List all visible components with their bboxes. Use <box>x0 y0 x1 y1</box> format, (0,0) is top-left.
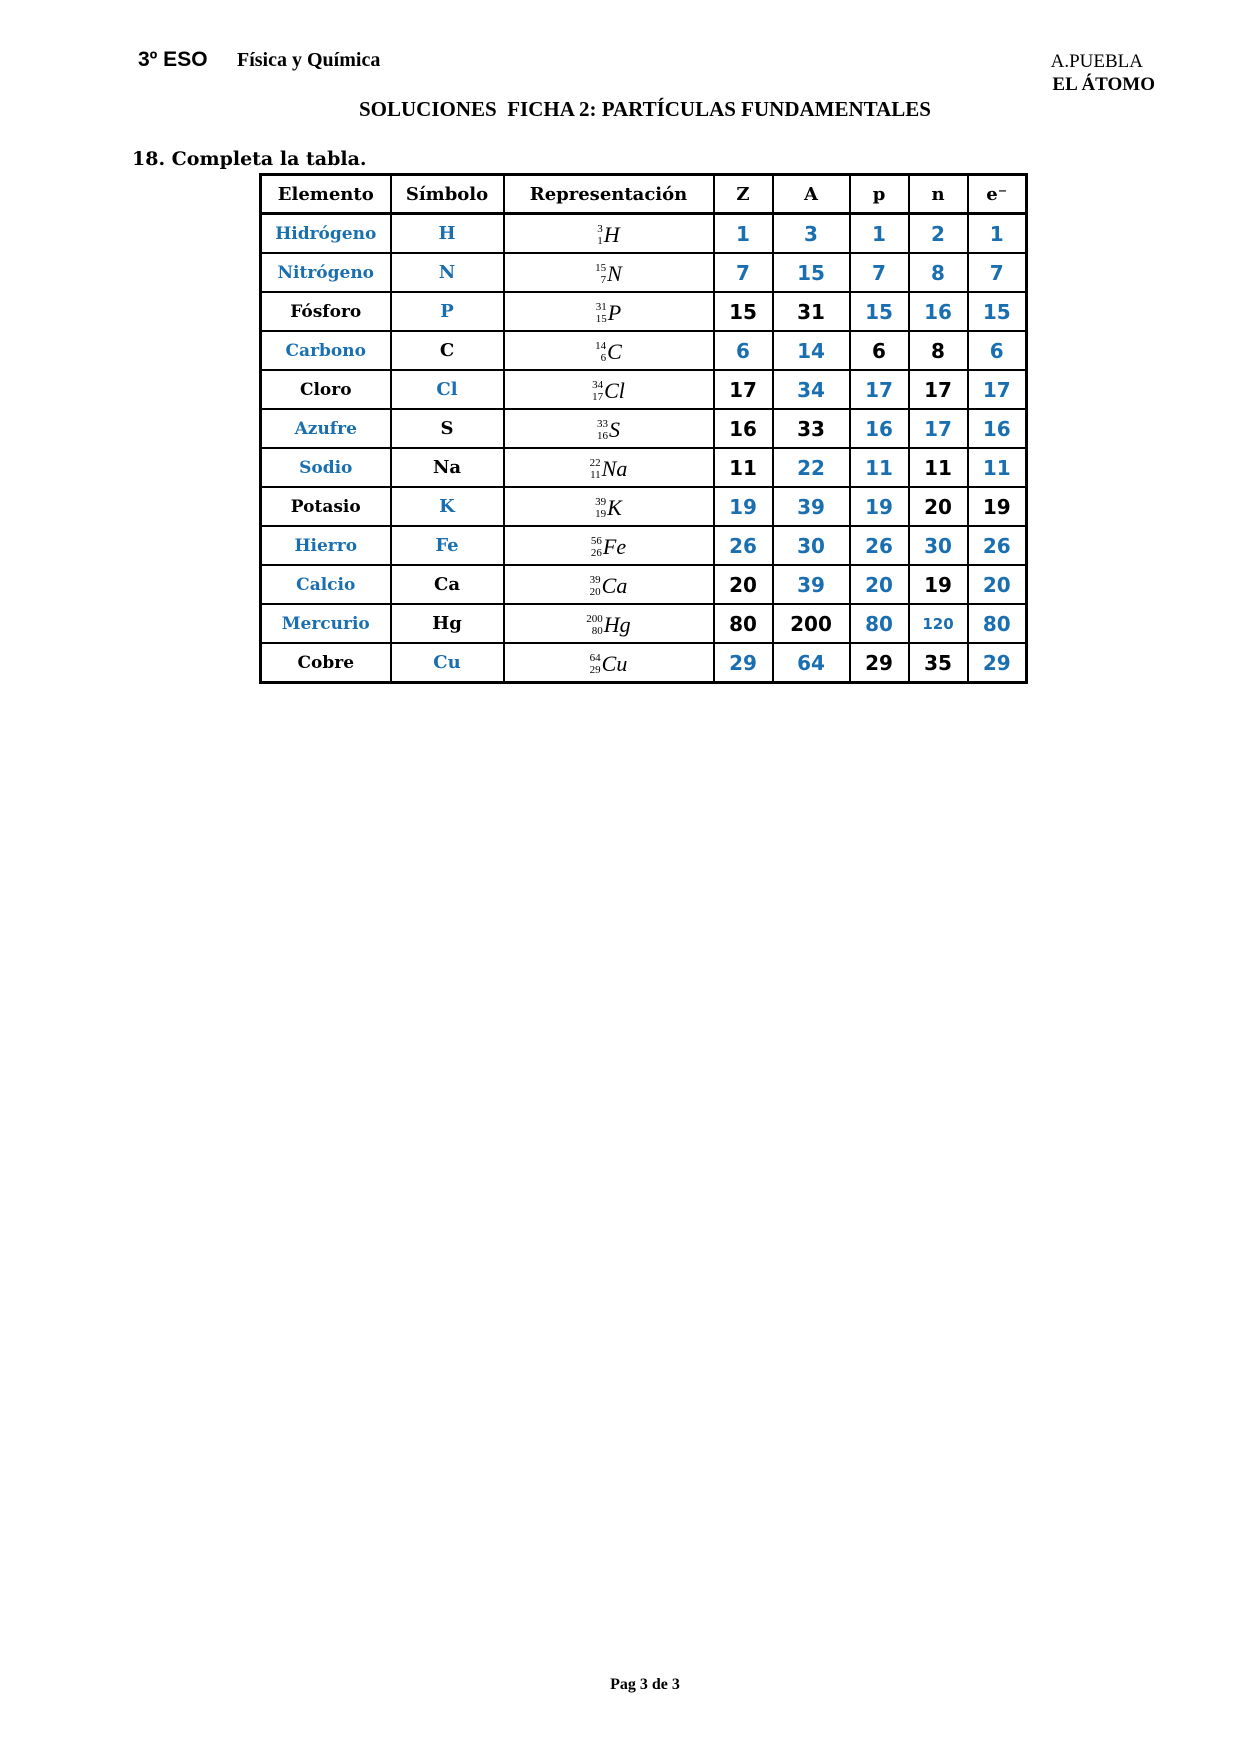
a-value: 39 <box>773 565 850 604</box>
atomic-number: 26 <box>590 547 602 559</box>
element-name: Cloro <box>261 370 391 409</box>
element-symbol: Fe <box>391 526 504 565</box>
subject-label: Física y Química <box>237 49 381 71</box>
neutrons-value: 20 <box>909 487 968 526</box>
neutrons-value: 11 <box>909 448 968 487</box>
isotope-notation <box>504 370 714 409</box>
element-name: Sodio <box>261 448 391 487</box>
atomic-number: 6 <box>600 352 607 364</box>
mass-number: 3 <box>597 223 603 235</box>
z-value: 1 <box>714 214 773 254</box>
z-value: 80 <box>714 604 773 643</box>
neutrons-value: 35 <box>909 643 968 683</box>
isotope-symbol: Cu <box>601 651 628 676</box>
z-value: 6 <box>714 331 773 370</box>
element-symbol: Ca <box>391 565 504 604</box>
element-symbol: C <box>391 331 504 370</box>
electrons-value: 26 <box>968 526 1027 565</box>
header-p: p <box>850 175 909 214</box>
table-row <box>261 370 1027 409</box>
page-title: SOLUCIONES FICHA 2: PARTÍCULAS FUNDAMENTALES <box>359 97 931 121</box>
isotope-notation <box>504 643 714 683</box>
table-row <box>261 487 1027 526</box>
isotope-notation <box>504 292 714 331</box>
electrons-value: 11 <box>968 448 1027 487</box>
atomic-number: 20 <box>589 586 601 598</box>
header-elemento: Elemento <box>261 175 391 214</box>
header-z: Z <box>714 175 773 214</box>
z-value: 29 <box>714 643 773 683</box>
author-label: A.PUEBLA <box>1050 51 1143 72</box>
element-symbol: S <box>391 409 504 448</box>
isotope-notation <box>504 526 714 565</box>
element-name: Calcio <box>261 565 391 604</box>
protons-value: 11 <box>850 448 909 487</box>
protons-value: 16 <box>850 409 909 448</box>
a-value: 22 <box>773 448 850 487</box>
mass-number: 14 <box>595 340 607 352</box>
mass-number: 64 <box>589 652 601 664</box>
electrons-value: 17 <box>968 370 1027 409</box>
a-value: 15 <box>773 253 850 292</box>
element-symbol: N <box>391 253 504 292</box>
protons-value: 7 <box>850 253 909 292</box>
z-value: 26 <box>714 526 773 565</box>
a-value: 34 <box>773 370 850 409</box>
mass-number: 56 <box>590 535 602 547</box>
table-header-row <box>261 175 1027 214</box>
isotope-notation <box>504 604 714 643</box>
element-name: Nitrógeno <box>261 253 391 292</box>
neutrons-value: 2 <box>909 214 968 254</box>
z-value: 15 <box>714 292 773 331</box>
mass-number: 15 <box>595 262 607 274</box>
protons-value: 29 <box>850 643 909 683</box>
isotope-symbol: H <box>603 222 620 247</box>
mass-number: 34 <box>592 379 604 391</box>
electrons-value: 6 <box>968 331 1027 370</box>
electrons-value: 7 <box>968 253 1027 292</box>
neutrons-value: 17 <box>909 370 968 409</box>
a-value: 33 <box>773 409 850 448</box>
element-symbol: Cl <box>391 370 504 409</box>
isotope-symbol: K <box>607 495 622 520</box>
neutrons-value: 8 <box>909 253 968 292</box>
particles-table <box>259 173 1028 684</box>
neutrons-value: 16 <box>909 292 968 331</box>
element-name: Mercurio <box>261 604 391 643</box>
table-row <box>261 604 1027 643</box>
mass-number: 39 <box>589 574 601 586</box>
atomic-number: 19 <box>595 508 607 520</box>
neutrons-value: 17 <box>909 409 968 448</box>
electrons-value: 20 <box>968 565 1027 604</box>
atomic-number: 1 <box>597 235 603 247</box>
header-a: A <box>773 175 850 214</box>
header-e: e⁻ <box>968 175 1027 214</box>
mass-number: 22 <box>589 457 601 469</box>
a-value: 64 <box>773 643 850 683</box>
page-number: Pag 3 de 3 <box>610 1676 680 1693</box>
topic-label: EL ÁTOMO <box>1052 74 1155 95</box>
z-value: 7 <box>714 253 773 292</box>
protons-value: 19 <box>850 487 909 526</box>
mass-number: 200 <box>586 613 603 625</box>
isotope-symbol: Fe <box>602 534 627 559</box>
protons-value: 80 <box>850 604 909 643</box>
atomic-number: 7 <box>600 274 607 286</box>
isotope-symbol: S <box>609 417 620 442</box>
protons-value: 6 <box>850 331 909 370</box>
element-name: Cobre <box>261 643 391 683</box>
a-value: 14 <box>773 331 850 370</box>
element-name: Azufre <box>261 409 391 448</box>
mass-number: 33 <box>597 418 608 430</box>
neutrons-value: 120 <box>909 604 968 643</box>
protons-value: 1 <box>850 214 909 254</box>
table-row <box>261 253 1027 292</box>
isotope-notation <box>504 214 714 254</box>
isotope-symbol: C <box>607 339 622 364</box>
atomic-number: 15 <box>595 313 607 325</box>
atomic-number: 29 <box>589 664 601 676</box>
header-n: n <box>909 175 968 214</box>
electrons-value: 80 <box>968 604 1027 643</box>
z-value: 17 <box>714 370 773 409</box>
element-symbol: Hg <box>391 604 504 643</box>
mass-number: 31 <box>595 301 607 313</box>
table-row <box>261 643 1027 683</box>
isotope-notation <box>504 253 714 292</box>
isotope-notation <box>504 448 714 487</box>
table-row <box>261 409 1027 448</box>
isotope-notation <box>504 487 714 526</box>
electrons-value: 1 <box>968 214 1027 254</box>
table-row <box>261 292 1027 331</box>
table-row <box>261 331 1027 370</box>
a-value: 39 <box>773 487 850 526</box>
a-value: 3 <box>773 214 850 254</box>
protons-value: 15 <box>850 292 909 331</box>
isotope-symbol: N <box>607 261 622 286</box>
isotope-symbol: Ca <box>601 573 628 598</box>
electrons-value: 16 <box>968 409 1027 448</box>
a-value: 31 <box>773 292 850 331</box>
isotope-symbol: Hg <box>603 612 631 637</box>
header-representacion: Representación <box>504 175 714 214</box>
element-name: Carbono <box>261 331 391 370</box>
isotope-notation <box>504 331 714 370</box>
protons-value: 26 <box>850 526 909 565</box>
course-label: 3º ESO <box>138 48 208 71</box>
electrons-value: 15 <box>968 292 1027 331</box>
isotope-symbol: P <box>607 300 622 325</box>
question-text: 18. Completa la tabla. <box>132 148 367 170</box>
table-row <box>261 526 1027 565</box>
atomic-number: 16 <box>597 430 608 442</box>
atomic-number: 80 <box>591 625 603 637</box>
isotope-notation <box>504 409 714 448</box>
element-symbol: P <box>391 292 504 331</box>
protons-value: 17 <box>850 370 909 409</box>
element-name: Fósforo <box>261 292 391 331</box>
atomic-number: 11 <box>590 469 601 481</box>
neutrons-value: 8 <box>909 331 968 370</box>
electrons-value: 29 <box>968 643 1027 683</box>
protons-value: 20 <box>850 565 909 604</box>
element-symbol: Na <box>391 448 504 487</box>
element-symbol: Cu <box>391 643 504 683</box>
z-value: 11 <box>714 448 773 487</box>
isotope-symbol: Na <box>601 456 628 481</box>
element-symbol: K <box>391 487 504 526</box>
neutrons-value: 30 <box>909 526 968 565</box>
header-simbolo: Símbolo <box>391 175 504 214</box>
element-symbol: H <box>391 214 504 254</box>
mass-number: 39 <box>595 496 607 508</box>
table-row <box>261 448 1027 487</box>
z-value: 19 <box>714 487 773 526</box>
isotope-notation <box>504 565 714 604</box>
element-name: Hierro <box>261 526 391 565</box>
a-value: 30 <box>773 526 850 565</box>
neutrons-value: 19 <box>909 565 968 604</box>
z-value: 20 <box>714 565 773 604</box>
element-name: Potasio <box>261 487 391 526</box>
element-name: Hidrógeno <box>261 214 391 254</box>
table-row <box>261 214 1027 254</box>
table-row <box>261 565 1027 604</box>
z-value: 16 <box>714 409 773 448</box>
atomic-number: 17 <box>592 391 604 403</box>
a-value: 200 <box>773 604 850 643</box>
electrons-value: 19 <box>968 487 1027 526</box>
isotope-symbol: Cl <box>604 378 625 403</box>
